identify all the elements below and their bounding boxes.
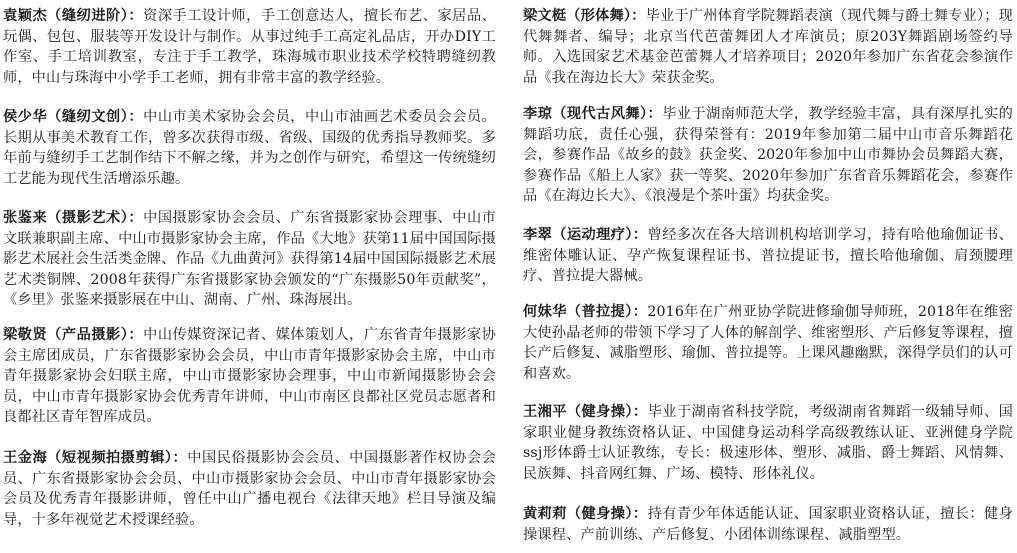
instructor-name: 李琼（现代古风舞）： <box>523 106 663 122</box>
bio-entry <box>3 448 496 530</box>
instructor-name: 何妹华（普拉提）： <box>523 304 648 320</box>
bio-entry <box>3 208 496 311</box>
instructor-bio: 曾经多次在各大培训机构培训学习，持有哈他瑜伽证书、维密体雕认证、孕产恢复课程证书、普拉提证书，擅长哈他瑜伽、肩颈腰理疗、普拉提大器械。 <box>523 227 1013 285</box>
instructor-bio: 2016年在广州亚协学院进修瑜伽导师班，2018年在维密大使孙晶老师的带领下学习了人体的解剖学、维密塑形、产后修复等课程，擅长产后修复、减脂塑形、瑜伽、普拉提等。上课风趣幽默，深得学员们的认可和喜欢。 <box>523 304 1013 382</box>
instructor-name: 张鉴来（摄影艺术）： <box>3 210 144 226</box>
instructor-name: 李翠（运动理疗）： <box>523 227 648 243</box>
instructor-bio: 毕业于湖南师范大学，教学经验丰富，具有深厚扎实的舞蹈功底，责任心强，获得荣誉有：2019年参加第二届中山市音乐舞蹈花会，参赛作品《故乡的鼓》获金奖、2020年参加中山市舞协会员舞蹈大赛，参赛作品《船上人家》获一等奖、2020年参加广东省音乐舞蹈花会，参赛作品《在海边长大》、《浪漫是个茶叶蛋》均获金奖。 <box>523 106 1014 205</box>
instructor-name: 袁颖杰（缝纫进阶）： <box>3 8 144 24</box>
instructor-bio: 持有青少年体适能认证、国家职业资格认证，擅长：健身操课程、产前训练、产后修复、小团体训练课程、减脂塑型。 <box>523 506 1013 543</box>
bio-entry <box>523 225 1013 287</box>
bio-entry <box>523 504 1013 545</box>
bio-entry <box>3 6 496 88</box>
bio-entry <box>3 107 496 189</box>
bio-entry <box>523 104 1013 207</box>
instructor-bio: 毕业于湖南省科技学院，考级湖南省舞蹈一级辅导师、国家职业健身教练资格认证、中国健身运动科学高级教练认证、亚洲健身学院ssj形体爵士认证教练，专长：极速形体、塑形、减脂、爵士舞蹈、风情舞、民族舞、抖音网红舞、广场、模特、形体礼仪。 <box>523 404 1013 482</box>
bio-entry <box>523 402 1013 484</box>
instructor-name: 王金海（短视频拍摄剪辑）： <box>3 450 188 466</box>
instructor-bio: 中山市美术家协会会员，中山市油画艺术委员会会员。长期从事美术教育工作，曾多次获得市级、省级、国级的优秀指导教师奖。多年前与缝纫手工艺制作结下不解之缘，并为之创作与研究，希望这一传统缝纫工艺能为现代生活增添乐趣。 <box>3 109 496 187</box>
instructor-name: 黄莉莉（健身操）： <box>523 506 648 522</box>
instructor-name: 梁敬贤（产品摄影）： <box>3 327 144 343</box>
instructor-bio: 资深手工设计师，手工创意达人，擅长布艺、家居品、玩偶、包包、服装等开发设计与制作。从事过纯手工高定礼品店，开办DIY工作室、手工培训教室，专注于手工教学，珠海城市职业技术学校特聘缝纫教师，中山与珠海中小学手工老师，拥有非常丰富的教学经验。 <box>3 8 496 86</box>
instructor-name: 王湘平（健身操）： <box>523 404 648 420</box>
instructor-bio: 中国民俗摄影协会会员、中国摄影著作权协会会员、广东省摄影家协会会员、中山市摄影家协会会员、中山市青年摄影家协会会员及优秀青年摄影讲师，曾任中山广播电视台《法律天地》栏目导演及编导，十多年视觉艺术授课经验。 <box>3 450 496 528</box>
instructor-bio: 中国摄影家协会会员、广东省摄影家协会理事、中山市文联兼职副主席、中山市摄影家协会主席，作品《大地》获第11届中国国际摄影艺术展社会生活类金牌、作品《九曲黄河》获得第14届中国国际摄影艺术展艺术类铜牌、2008年获得广东省摄影家协会颁发的“广东摄影50年贡献奖”，《乡里》张鉴来摄影展在中山、湖南、广州、珠海展出。 <box>3 210 496 309</box>
bio-entry <box>3 325 496 428</box>
bio-entry <box>523 302 1013 384</box>
instructor-bio: 中山传媒资深记者、媒体策划人，广东省青年摄影家协会主席团成员，广东省摄影家协会会员，中山市青年摄影家协会主席，中山市青年摄影家协会妇联主席，中山市摄影家协会理事，中山市新闻摄影协会会员，中山市青年摄影家协会优秀青年讲师，中山市南区良都社区党员志愿者和良都社区青年智库成员。 <box>3 327 496 426</box>
instructor-name: 侯少华（缝纫文创）： <box>3 109 144 125</box>
bio-entry <box>523 6 1013 88</box>
instructor-bio: 毕业于广州体育学院舞蹈表演（现代舞与爵士舞专业）；现代舞舞者、编导；北京当代芭蕾舞团人才库演员；原203Y舞蹈剧场签约导师。入选国家艺术基金芭蕾舞人才培养项目；2020年参加广东省花会参演作品《我在海边长大》荣获金奖。 <box>523 8 1013 86</box>
instructor-name: 梁文梃（形体舞）： <box>523 8 646 24</box>
